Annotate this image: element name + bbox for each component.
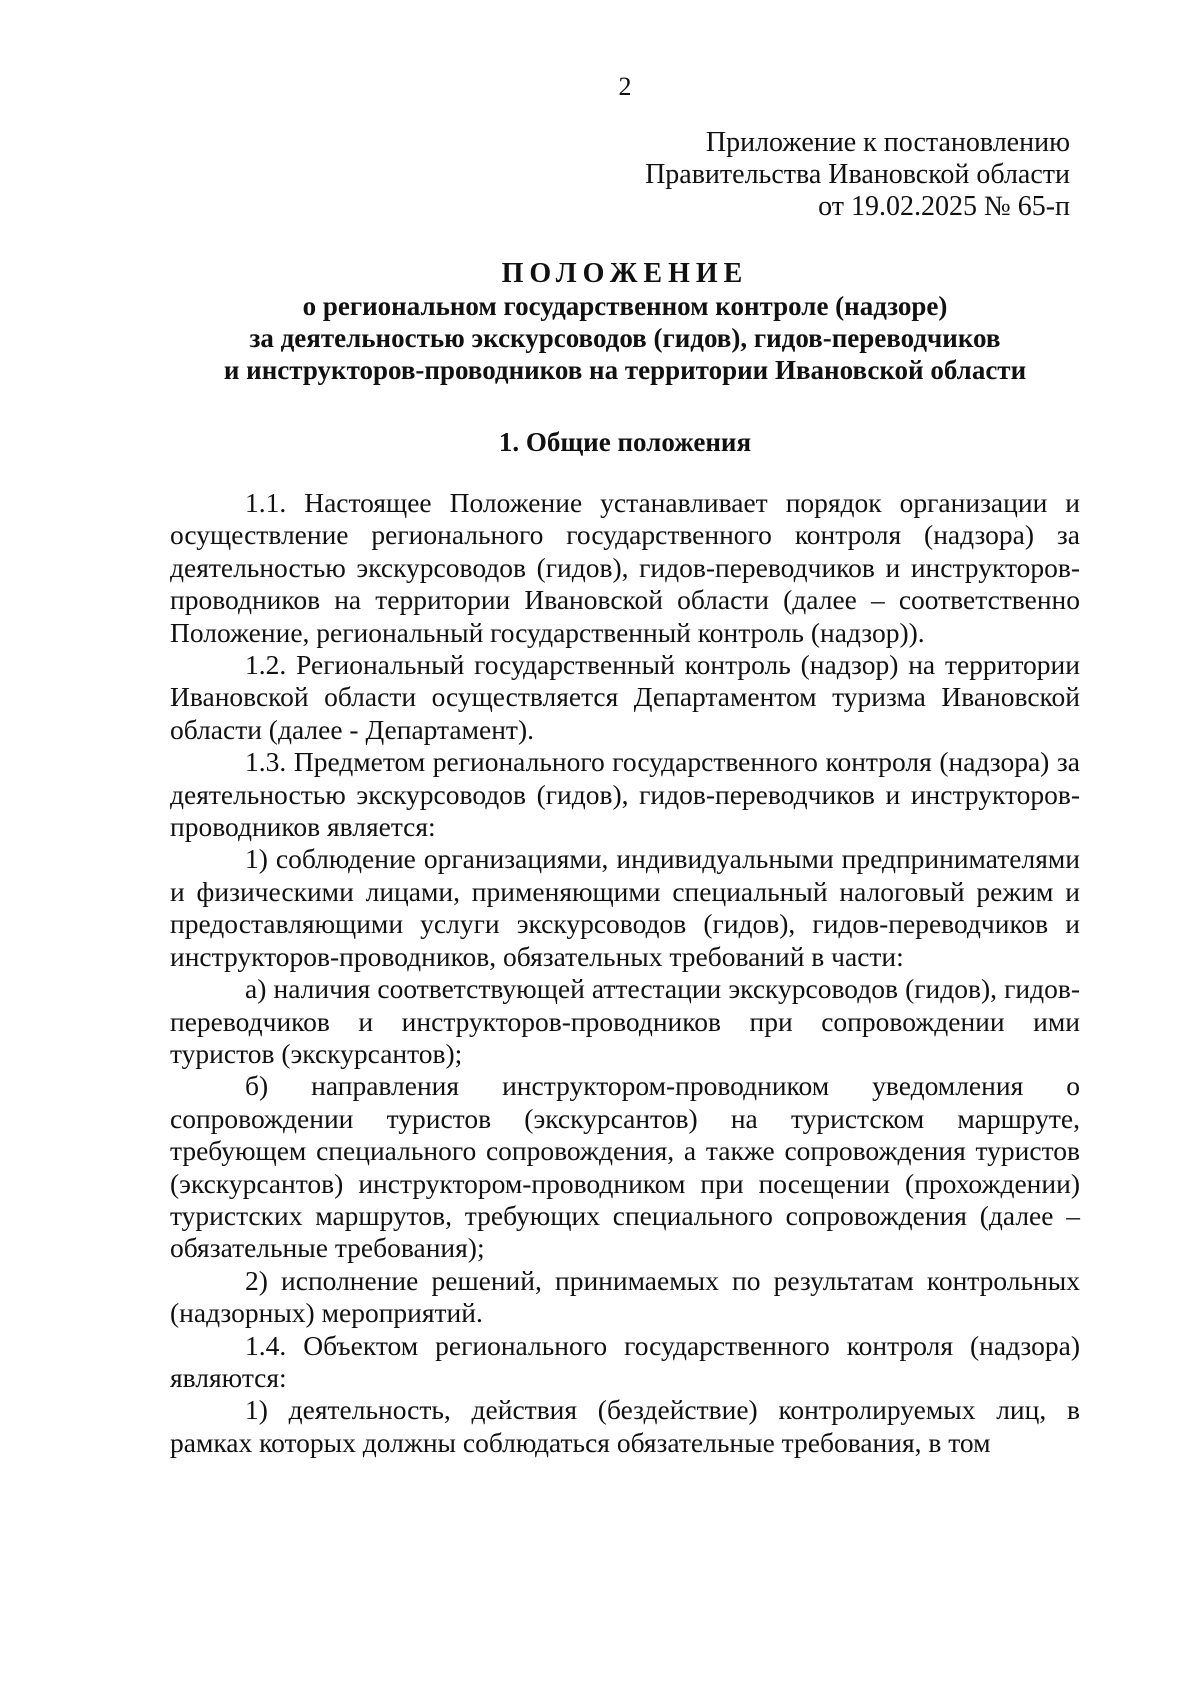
appendix-line-2: Правительства Ивановской области [645, 159, 1070, 190]
paragraph-1-3-item-a: а) наличия соответствующей аттестации экскурсоводов (гидов), гидов-переводчиков и инструкторов-проводников при сопровождении ими туристов (экскурсантов); [170, 973, 1080, 1069]
section-heading: 1. Общие положения [498, 427, 752, 457]
paragraph-1-4-item-1: 1) деятельность, действия (бездействие) контролируемых лиц, в рамках которых должны соблюдаться обязательные требования, в том [170, 1394, 1080, 1458]
paragraph-1-2: 1.2. Региональный государственный контроль (надзор) на территории Ивановской области осуществляется Департаментом туризма Ивановской области (далее - Департамент). [170, 649, 1080, 745]
section-body [170, 487, 1080, 1459]
appendix-note [645, 127, 1070, 223]
title-line-3: и инструкторов-проводников на территории Ивановской области [223, 355, 1027, 385]
title-line-2: за деятельностью экскурсоводов (гидов), гидов-переводчиков [249, 323, 1001, 353]
title-main: ПОЛОЖЕНИЕ [501, 258, 749, 289]
paragraph-1-3-item-2: 2) исполнение решений, принимаемых по результатам контрольных (надзорных) мероприятий. [170, 1264, 1080, 1329]
paragraph-1-4: 1.4. Объектом регионального государственного контроля (надзора) являются: [170, 1329, 1080, 1393]
title-line-1: о региональном государственном контроле (надзоре) [302, 291, 948, 321]
paragraph-1-1: 1.1. Настоящее Положение устанавливает порядок организации и осуществление регионального государственного контроля (надзора) за деятельностью экскурсоводов (гидов), гидов-переводчиков и инструкторов-проводников на территории Ивановской области (далее – соответственно Положение, региональный государственный контроль (надзор)). [170, 487, 1080, 648]
appendix-line-1: Приложение к постановлению [705, 127, 1070, 158]
paragraph-1-3: 1.3. Предметом регионального государственного контроля (надзора) за деятельностью экскурсоводов (гидов), гидов-переводчиков и инструкторов-проводников является: [170, 746, 1080, 843]
paragraph-1-3-item-b: б) направления инструктором-проводником уведомления о сопровождении туристов (экскурсантов) на туристском маршруте, требующем специального сопровождения, а также сопровождения туристов (экскурсантов) инструктором-проводником при посещении (прохождении) туристских маршрутов, требующих специального сопровождения (далее – обязательные требования); [170, 1070, 1080, 1264]
document-title [170, 258, 1080, 386]
appendix-line-3: от 19.02.2025 № 65-п [818, 191, 1070, 222]
paragraph-1-3-item-1: 1) соблюдение организациями, индивидуальными предпринимателями и физическими лицами, применяющими специальный налоговый режим и предоставляющими услуги экскурсоводов (гидов), гидов-переводчиков и инструкторов-проводников, обязательных требований в части: [170, 843, 1080, 972]
page-number: 2 [618, 72, 632, 101]
